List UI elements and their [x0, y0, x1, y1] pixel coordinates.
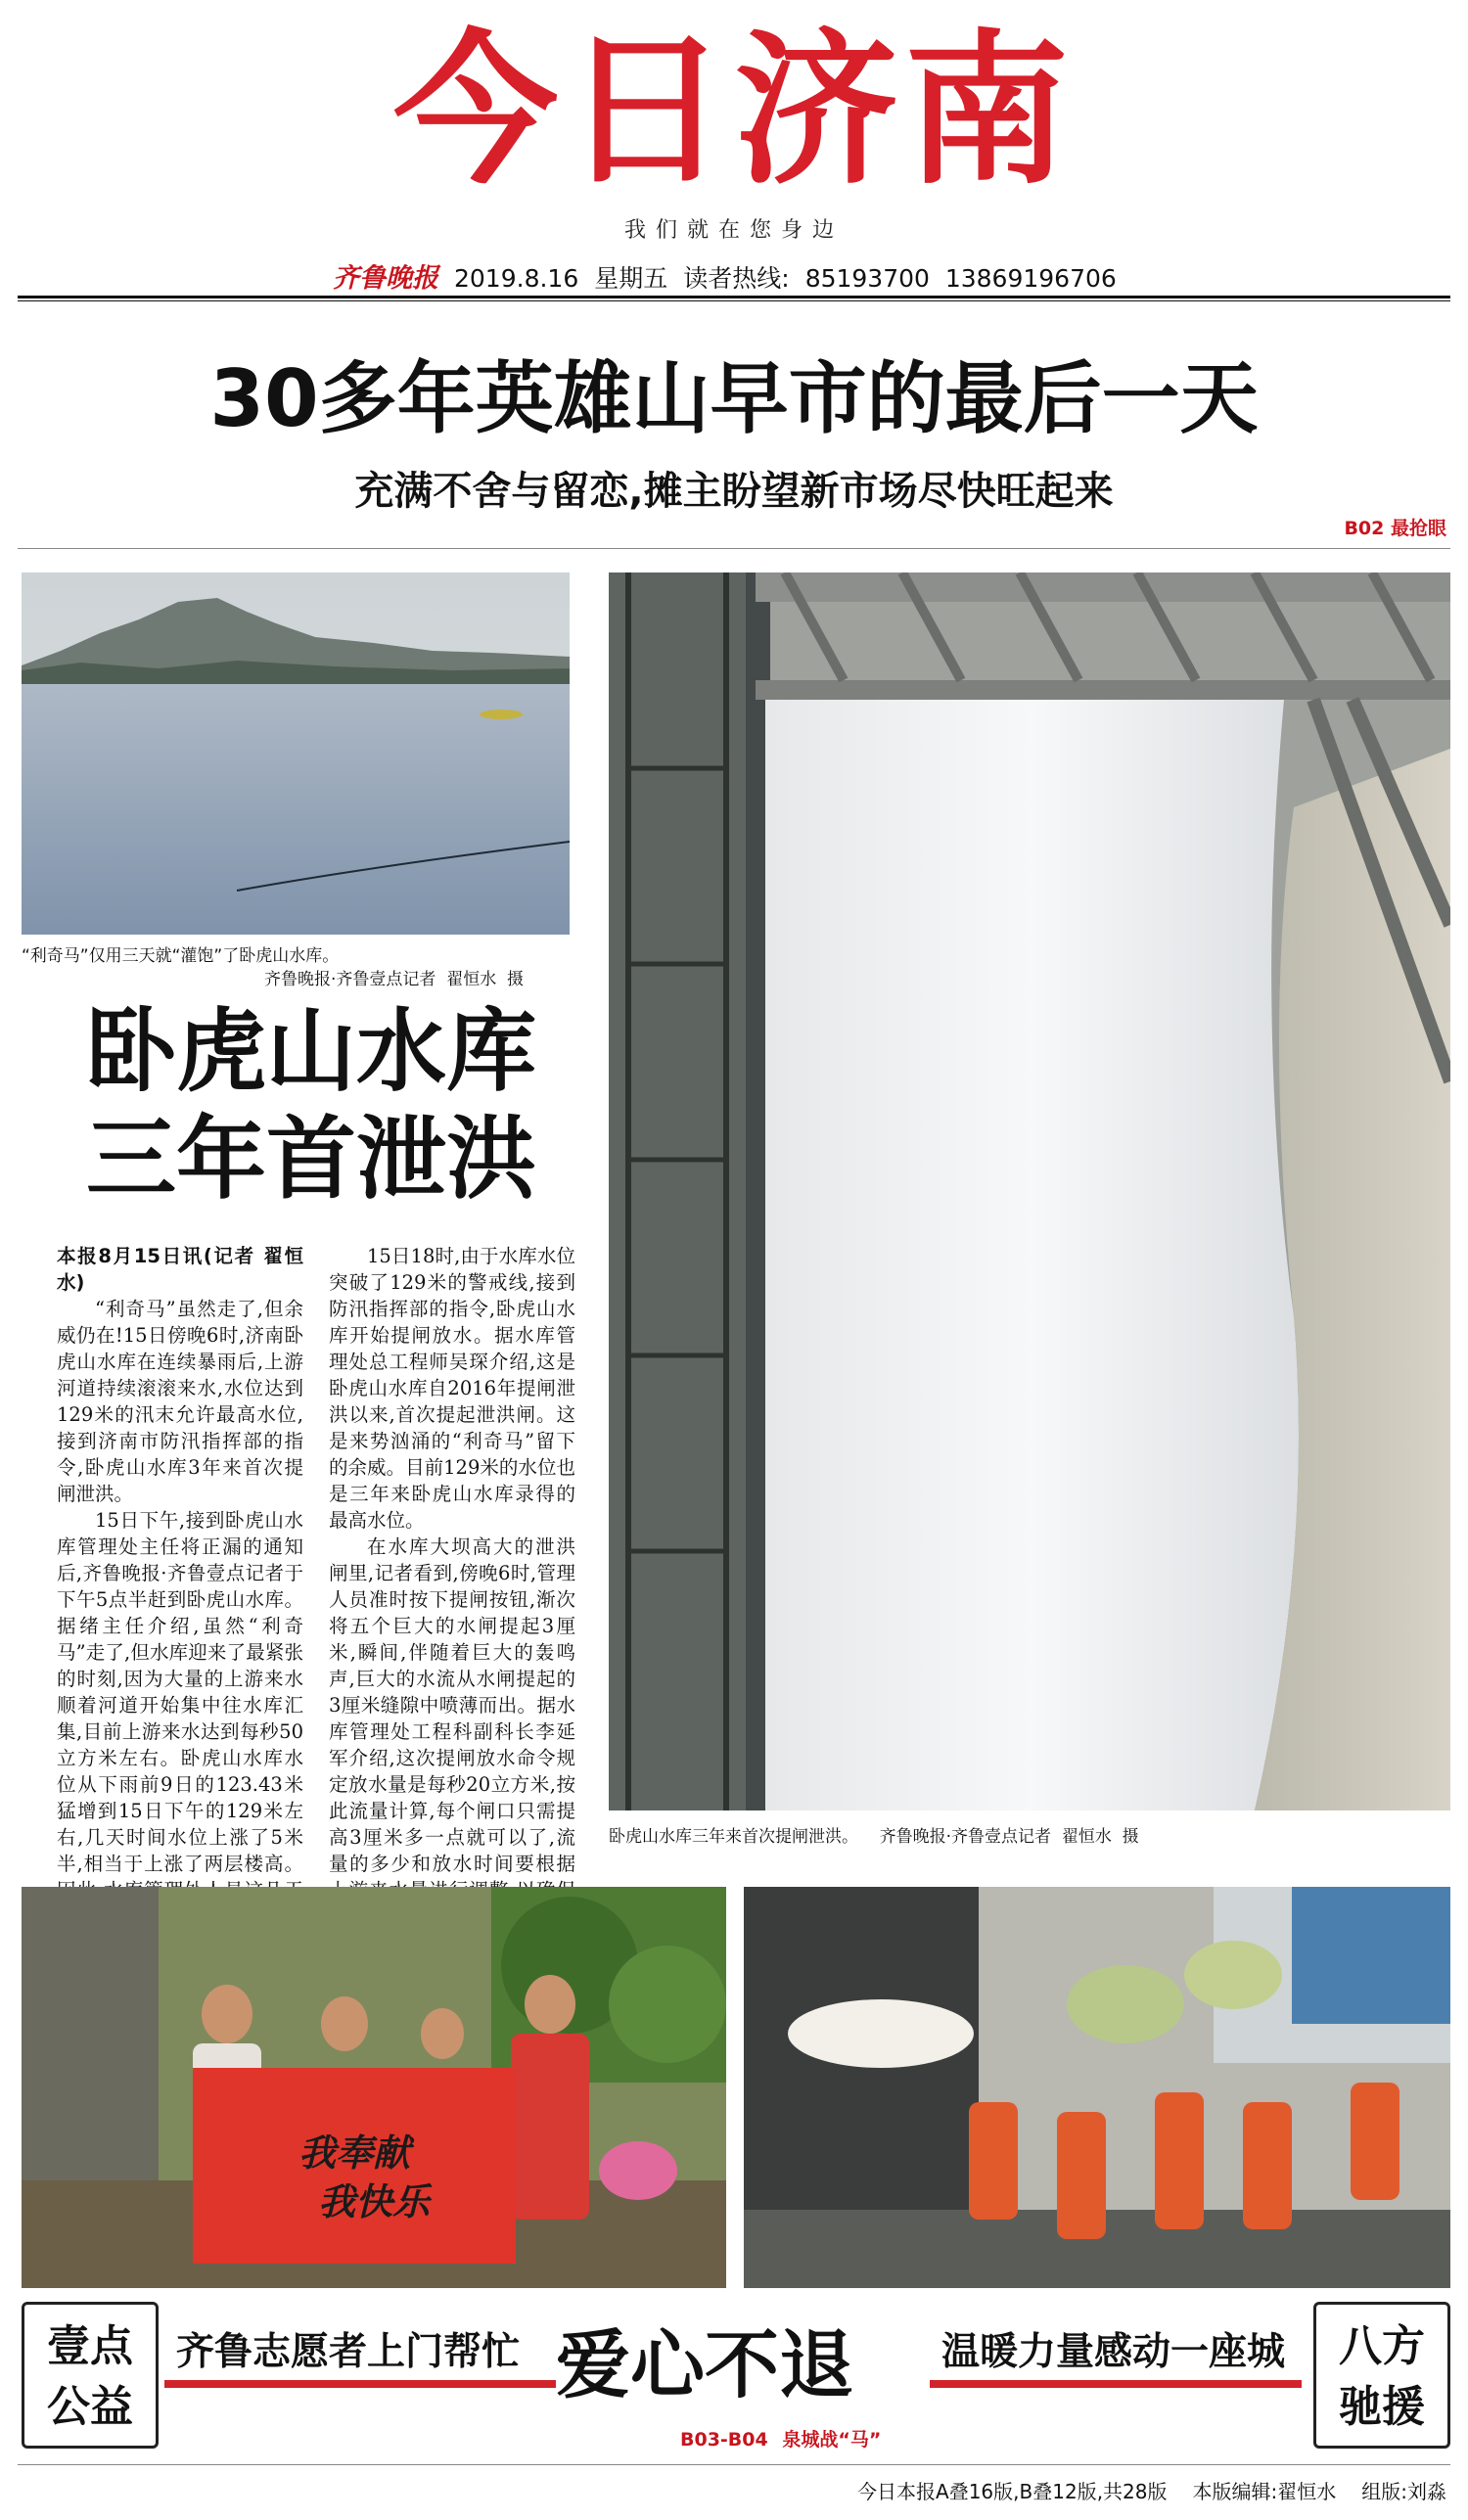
band-red-bar-left: [164, 2380, 556, 2388]
volunteer-page-ref-text: 泉城战“马”: [782, 2429, 882, 2451]
hotline-label: 读者热线:: [683, 264, 790, 293]
dateline: [333, 256, 1117, 295]
issue-date: 2019.8.16: [454, 264, 579, 293]
large-photo-caption-text: 卧虎山水库三年来首次提闸泄洪。: [609, 1827, 858, 1847]
band-left-line: 齐鲁志愿者上门帮忙: [176, 2330, 521, 2374]
reservoir-headline-line1: 卧虎山水库: [85, 999, 536, 1104]
tag-yidian-gongyi[interactable]: [22, 2302, 159, 2449]
tag-bafang-chiyuan[interactable]: [1313, 2302, 1450, 2449]
article-paragraph: 15日18时,由于水库水位突破了129米的警戒线,接到防汛指挥部的指令,卧虎山水库开始提闸放水。据水库管理处总工程师吴琛介绍,这是卧虎山水库自2016年提闸泄洪以来,首次提起泄洪闸。这是来势汹涌的“利奇马”留下的余威。目前129米的水位也是三年来卧虎山水库录得的最高水位。: [329, 1245, 575, 1532]
masthead-rule-thin: [18, 300, 1450, 301]
masthead-title: 今日济南: [393, 15, 1075, 206]
lead-page-ref[interactable]: B02 最抢眼: [1344, 518, 1446, 539]
article-paragraph: 15日下午,接到卧虎山水库管理处主任将正漏的通知后,齐鲁晚报·齐鲁壹点记者于下午5点半赶到卧虎山水库。据绪主任介绍,虽然“利奇马”走了,但水库迎来了最紧张的时刻,因为大量的上游来水顺着河道开始集中往水库汇集,目前上游来水达到每秒50立方米左右。卧虎山水库水位从下雨前9日的123.43米猛增到15日下午的129米左右,几天时间水位上涨了5米半,相当于上涨了两层楼高。: [57, 1509, 303, 1875]
newspaper-brand: 齐鲁晚报: [333, 263, 438, 294]
footer-layout: 组版:刘淼: [1361, 2480, 1446, 2503]
small-photo-credit: 齐鲁晚报·齐鲁壹点记者 翟恒水 摄: [264, 970, 525, 989]
article-column-1: [57, 1243, 303, 1983]
masthead-slogan: 我们就在您身边: [623, 218, 844, 243]
masthead-rule: [18, 296, 1450, 298]
volunteer-photo-right-art: [744, 1887, 1450, 2288]
band-right-line: 温暖力量感动一座城: [941, 2330, 1286, 2374]
banner-text-2: 我快乐: [317, 2179, 431, 2223]
section-divider: [18, 548, 1450, 549]
large-photo-caption: [609, 1822, 1139, 1847]
volunteer-headline[interactable]: 爱心不退: [556, 2321, 853, 2408]
footer-editor: 本版编辑:翟恒水: [1192, 2480, 1337, 2503]
volunteer-photo-right: [744, 1887, 1450, 2288]
footer: [857, 2476, 1446, 2504]
article-paragraph: [57, 1243, 303, 1296]
small-photo-caption: “利奇马”仅用三天就“灌饱”了卧虎山水库。: [22, 946, 340, 966]
lead-headline[interactable]: 30多年英雄山早市的最后一天: [209, 353, 1259, 444]
issue-weekday: 星期五: [594, 264, 668, 293]
volunteer-page-ref-num: B03-B04: [680, 2429, 768, 2451]
large-photo-credit: 齐鲁晚报·齐鲁壹点记者 翟恒水 摄: [879, 1827, 1139, 1847]
reservoir-photo: [22, 573, 570, 935]
footer-edition: 今日本报A叠16版,B叠12版,共28版: [857, 2480, 1168, 2503]
band-red-bar-right: [930, 2380, 1302, 2388]
volunteer-page-ref[interactable]: [680, 2425, 881, 2451]
article-column-2: [329, 1243, 575, 1956]
tag-yidian-gongyi-text: 壹点公益: [47, 2321, 133, 2432]
footer-rule: [18, 2464, 1450, 2465]
reservoir-headline[interactable]: [27, 998, 595, 1214]
spillway-photo-art: [609, 573, 1450, 1810]
spillway-photo: [609, 573, 1450, 1810]
lead-subheadline: 充满不舍与留恋,摊主盼望新市场尽快旺起来: [354, 469, 1114, 514]
tag-bafang-chiyuan-text: 八方驰援: [1339, 2321, 1425, 2432]
volunteer-photo-left-art: [22, 1887, 726, 2288]
reservoir-headline-line2: 三年首泄洪: [85, 1107, 536, 1212]
article-paragraph: “利奇马”虽然走了,但余威仍在!15日傍晚6时,济南卧虎山水库在连续暴雨后,上游河道持续滚滚来水,水位达到129米的汛末允许最高水位,接到济南市防汛指挥部的指令,卧虎山水库3年来首次提闸泄洪。: [57, 1298, 303, 1505]
banner-text-1: 我奉献: [298, 2131, 411, 2175]
volunteer-photo-left: [22, 1887, 726, 2288]
article-paragraph: 在水库大坝高大的泄洪闸里,记者看到,傍晚6时,管理人员准时按下提闸按钮,渐次将五个巨大的水闸提起3厘米,瞬间,伴随着巨大的轰鸣声,巨大的水流从水闸提起的3厘米缝隙中喷薄而出。据水库管理处工程科副科长李延军介绍,这次提闸放水命令规定放水量是每秒20立方米,按此流量计算,每个闸口只需提高3厘米多一点就可以了,流量的多少和放水时间要根据: [329, 1535, 575, 1875]
hotline-numbers: 85193700 13869196706: [804, 264, 1117, 293]
reservoir-photo-art: [22, 573, 570, 935]
article-dateline: 本报8月15日讯(记者 翟恒水): [57, 1245, 303, 1294]
